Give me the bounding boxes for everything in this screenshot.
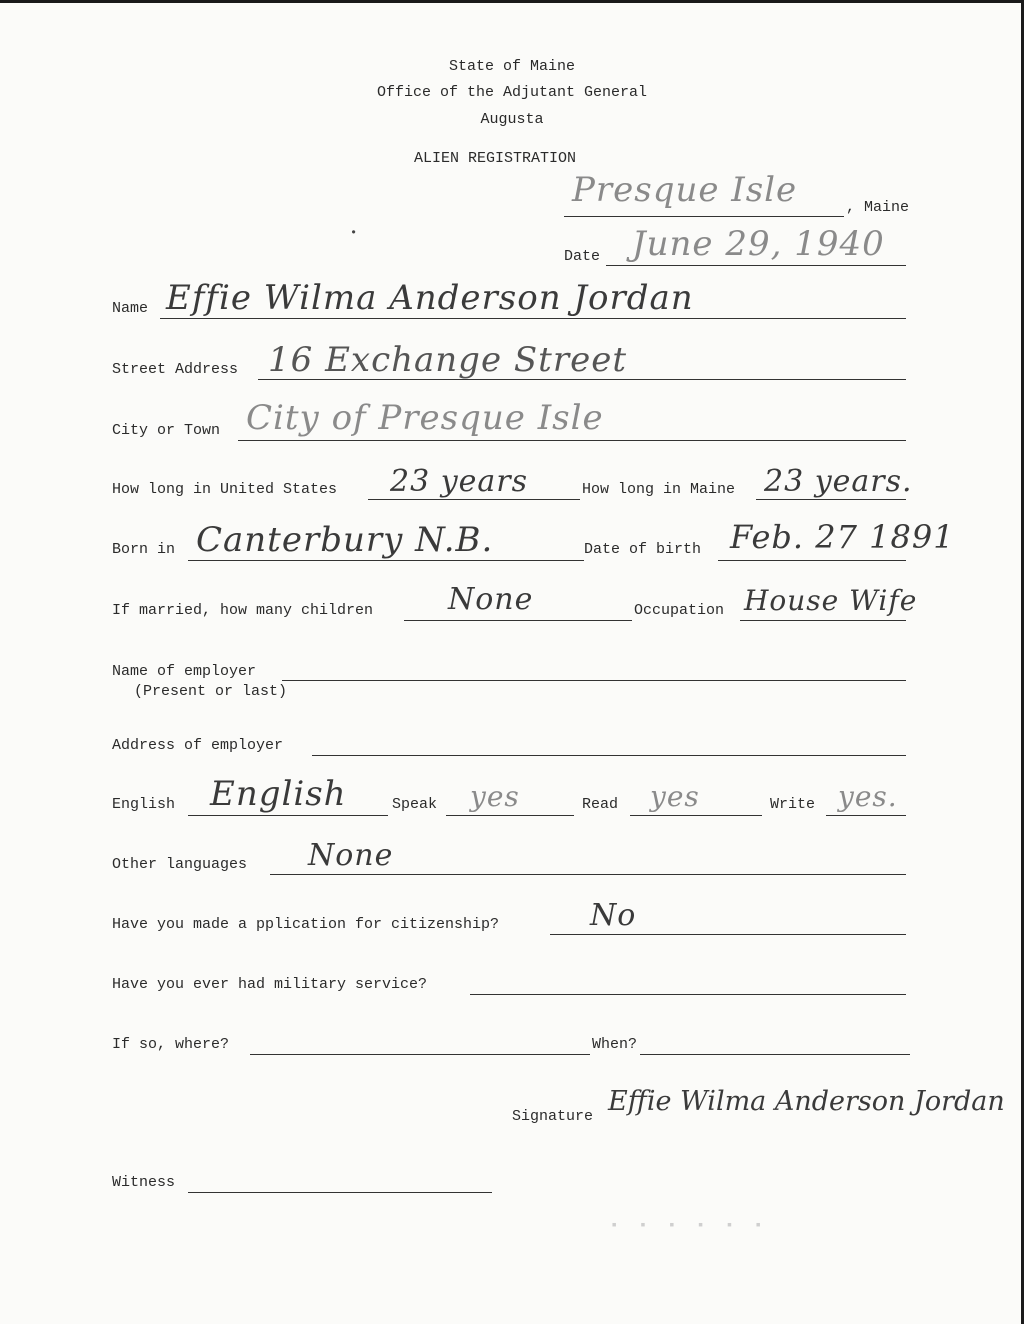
when-label: When? bbox=[592, 1036, 638, 1053]
date-of-birth-value: Feb. 27 1891 bbox=[730, 518, 955, 556]
scan-border-top bbox=[0, 0, 1024, 3]
date-of-birth-label: Date of birth bbox=[584, 541, 702, 558]
read-line bbox=[630, 815, 762, 816]
if-so-where-label: If so, where? bbox=[112, 1036, 230, 1053]
name-label: Name bbox=[112, 300, 149, 317]
citizenship-line bbox=[550, 934, 906, 935]
how-long-us-value: 23 years bbox=[390, 464, 529, 499]
speak-label: Speak bbox=[392, 796, 438, 813]
speak-value: yes bbox=[470, 780, 520, 813]
how-long-us-line bbox=[368, 499, 580, 500]
street-address-value: 16 Exchange Street bbox=[268, 340, 627, 380]
city-line bbox=[238, 440, 906, 441]
employer-name-sublabel: (Present or last) bbox=[134, 683, 288, 700]
how-long-maine-value: 23 years. bbox=[764, 464, 913, 499]
if-so-where-line bbox=[250, 1054, 590, 1055]
header-office: Office of the Adjutant General bbox=[376, 84, 648, 101]
place-line bbox=[564, 216, 844, 217]
other-languages-value: None bbox=[308, 838, 394, 873]
name-line bbox=[160, 318, 906, 319]
header-city: Augusta bbox=[480, 111, 544, 128]
employer-name-label: Name of employer bbox=[112, 663, 257, 680]
read-value: yes bbox=[650, 780, 700, 813]
children-value: None bbox=[448, 582, 534, 617]
date-label: Date bbox=[564, 248, 601, 265]
born-in-value: Canterbury N.B. bbox=[196, 520, 494, 560]
stray-mark: • bbox=[350, 226, 358, 240]
english-line bbox=[188, 815, 388, 816]
born-in-line bbox=[188, 560, 584, 561]
write-label: Write bbox=[770, 796, 816, 813]
employer-name-line bbox=[282, 680, 906, 681]
citizenship-label: Have you made a pplication for citizenship? bbox=[112, 916, 500, 933]
occupation-label: Occupation bbox=[634, 602, 725, 619]
date-line bbox=[606, 265, 906, 266]
how-long-maine-line bbox=[756, 499, 906, 500]
how-long-maine-label: How long in Maine bbox=[582, 481, 736, 498]
born-in-label: Born in bbox=[112, 541, 176, 558]
how-long-us-label: How long in United States bbox=[112, 481, 338, 498]
witness-label: Witness bbox=[112, 1174, 176, 1191]
citizenship-value: No bbox=[590, 898, 637, 933]
write-line bbox=[826, 815, 906, 816]
read-label: Read bbox=[582, 796, 619, 813]
signature-label: Signature bbox=[512, 1108, 594, 1125]
form-title: ALIEN REGISTRATION bbox=[414, 150, 577, 167]
employer-address-line bbox=[312, 755, 906, 756]
city-label: City or Town bbox=[112, 422, 221, 439]
name-value: Effie Wilma Anderson Jordan bbox=[166, 278, 694, 318]
date-value: June 29, 1940 bbox=[632, 224, 885, 264]
other-languages-label: Other languages bbox=[112, 856, 248, 873]
place-suffix: , Maine bbox=[846, 199, 910, 216]
signature-value: Effie Wilma Anderson Jordan bbox=[608, 1086, 1005, 1117]
street-address-label: Street Address bbox=[112, 361, 239, 378]
city-value: City of Presque Isle bbox=[246, 398, 604, 438]
occupation-line bbox=[740, 620, 906, 621]
date-of-birth-line bbox=[718, 560, 906, 561]
employer-address-label: Address of employer bbox=[112, 737, 284, 754]
military-line bbox=[470, 994, 906, 995]
military-label: Have you ever had military service? bbox=[112, 976, 428, 993]
header-state: State of Maine bbox=[448, 58, 576, 75]
english-value: English bbox=[210, 774, 347, 814]
occupation-value: House Wife bbox=[744, 584, 918, 617]
english-label: English bbox=[112, 796, 176, 813]
speak-line bbox=[446, 815, 574, 816]
other-languages-line bbox=[270, 874, 906, 875]
witness-line bbox=[188, 1192, 492, 1193]
children-line bbox=[404, 620, 632, 621]
faint-stamp: ▪ ▪ ▪ ▪ ▪ ▪ bbox=[610, 1218, 769, 1234]
place-value: Presque Isle bbox=[572, 170, 798, 210]
when-line bbox=[640, 1054, 910, 1055]
children-label: If married, how many children bbox=[112, 602, 374, 619]
write-value: yes. bbox=[838, 780, 898, 813]
